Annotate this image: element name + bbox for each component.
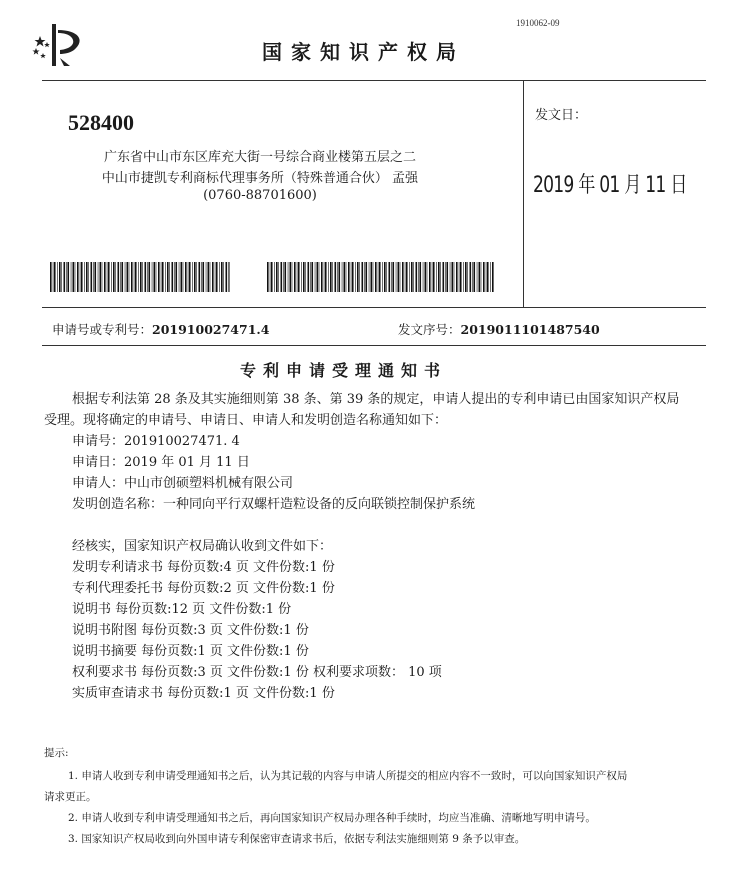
document-item: 说明书附图 每份页数:3 页 文件份数:1 份 — [72, 623, 309, 638]
barcode-bar — [440, 262, 441, 292]
barcode-bar — [161, 262, 162, 292]
barcode-bar — [125, 262, 126, 292]
notice-title: 专利申请受理通知书 — [240, 361, 448, 380]
barcode-bar — [179, 262, 180, 292]
document-item: 专利代理委托书 每份页数:2 页 文件份数:1 份 — [72, 581, 335, 596]
barcode-bar — [409, 262, 410, 292]
barcode-bar — [165, 262, 166, 292]
barcode-bar — [305, 262, 306, 292]
barcode-bar — [185, 262, 187, 292]
barcode-bar — [199, 262, 201, 292]
tip-2: 2. 申请人收到专利申请受理通知书之后，再向国家知识产权局办理各种手续时，均应当准确、清晰地写明申请号。 — [68, 812, 596, 824]
barcode-bar — [371, 262, 373, 292]
cnipa-logo-icon — [30, 22, 92, 68]
barcode-bar — [57, 262, 58, 292]
barcode-bar — [446, 262, 448, 292]
barcode-bar — [174, 262, 175, 292]
barcode-bar — [138, 262, 139, 292]
barcode-bar — [276, 262, 278, 292]
barcode-bar — [216, 262, 218, 292]
barcode-bar — [298, 262, 300, 292]
barcode-bar — [274, 262, 275, 292]
barcode-bar — [108, 262, 110, 292]
barcode-bar — [487, 262, 489, 292]
barcode-bar — [332, 262, 333, 292]
barcode-bar — [425, 262, 427, 292]
barcode-bar — [308, 262, 310, 292]
barcode-bar — [311, 262, 313, 292]
barcode-bar — [67, 262, 69, 292]
barcode-bar — [113, 262, 115, 292]
barcode-bar — [351, 262, 352, 292]
barcode-bar — [486, 262, 487, 292]
barcode-bar — [181, 262, 183, 292]
barcode-bar — [162, 262, 164, 292]
barcode-bar — [477, 262, 478, 292]
barcode-bar — [189, 262, 191, 292]
barcode-bar — [391, 262, 392, 292]
barcode-left — [50, 262, 230, 292]
barcode-bar — [450, 262, 451, 292]
barcode-bar — [301, 262, 302, 292]
barcode-bar — [73, 262, 75, 292]
barcode-bar — [389, 262, 391, 292]
barcode-bar — [219, 262, 220, 292]
barcode-bar — [154, 262, 156, 292]
barcode-bar — [64, 262, 66, 292]
barcode-bar — [223, 262, 224, 292]
received-documents-list — [72, 558, 442, 704]
notice-applicant: 申请人：中山市创硕塑料机械有限公司 — [72, 476, 294, 491]
barcode-bar — [335, 262, 337, 292]
barcode-bar — [194, 262, 196, 292]
app-number-field — [52, 320, 269, 338]
notice-app-date: 申请日：2019 年 01 月 11 日 — [72, 455, 250, 470]
barcode-bar — [355, 262, 356, 292]
barcode-bar — [330, 262, 332, 292]
barcode-bar — [303, 262, 305, 292]
barcode-bar — [463, 262, 464, 292]
notice-invention-title: 发明创造名称：一种同向平行双螺杆造粒设备的反向联锁控制保护系统 — [72, 497, 476, 512]
barcode-bar — [91, 262, 93, 292]
barcode-bar — [382, 262, 383, 292]
barcode-bar — [175, 262, 177, 292]
barcode-bar — [405, 262, 406, 292]
barcode-bar — [317, 262, 319, 292]
barcode-bar — [396, 262, 397, 292]
barcode-bar — [158, 262, 160, 292]
barcode-bar — [212, 262, 214, 292]
barcode-right — [267, 262, 494, 292]
tips-label: 提示: — [44, 747, 69, 759]
barcode-bar — [369, 262, 370, 292]
notice-para1-line1: 根据专利法第 28 条及其实施细则第 38 条、第 39 条的规定，申请人提出的专利申请已由国家知识产权局 — [72, 392, 680, 407]
barcode-bar — [418, 262, 419, 292]
barcode-bar — [346, 262, 347, 292]
barcode-bar — [50, 262, 52, 292]
barcode-bar — [66, 262, 67, 292]
barcode-bar — [290, 262, 292, 292]
barcode-bar — [156, 262, 157, 292]
barcode-bar — [84, 262, 85, 292]
barcode-bar — [373, 262, 374, 292]
barcode-bar — [53, 262, 54, 292]
barcode-bar — [315, 262, 316, 292]
barcode-bar — [215, 262, 216, 292]
recipient-agency: 中山市捷凯专利商标代理事务所（特殊普通合伙） 孟强 — [101, 171, 419, 186]
barcode-bar — [221, 262, 223, 292]
barcode-bar — [325, 262, 327, 292]
barcode-bar — [80, 262, 81, 292]
barcode-bar — [438, 262, 440, 292]
barcode-bar — [210, 262, 211, 292]
barcode-bar — [71, 262, 72, 292]
barcode-bar — [411, 262, 413, 292]
barcode-bar — [77, 262, 79, 292]
form-code: 1910062-09 — [516, 18, 560, 28]
document-item: 说明书 每份页数:12 页 文件份数:1 份 — [72, 602, 292, 617]
barcode-bar — [86, 262, 88, 292]
barcode-bar — [294, 262, 296, 292]
barcode-bar — [88, 262, 89, 292]
barcode-bar — [135, 262, 137, 292]
barcode-bar — [481, 262, 482, 292]
barcode-bar — [406, 262, 408, 292]
barcode-bar — [348, 262, 350, 292]
issue-date: 2019 年 01 月 11 日 — [533, 173, 687, 198]
barcode-bar — [140, 262, 142, 292]
barcode-bar — [183, 262, 184, 292]
barcode-bar — [281, 262, 283, 292]
barcode-bar — [267, 262, 269, 292]
app-number-value: 201910027471.4 — [152, 322, 270, 337]
barcode-bar — [490, 262, 491, 292]
barcode-bar — [104, 262, 106, 292]
barcode-bar — [202, 262, 204, 292]
barcode-bar — [134, 262, 135, 292]
app-number-label: 申请号或专利号： — [52, 322, 153, 337]
postal-code: 528400 — [68, 110, 134, 135]
barcode-bar — [384, 262, 386, 292]
barcode-bar — [206, 262, 207, 292]
barcode-bar — [192, 262, 193, 292]
barcode-bar — [121, 262, 123, 292]
barcode-bar — [429, 262, 431, 292]
barcode-bar — [111, 262, 112, 292]
barcode-bar — [328, 262, 329, 292]
barcode-bar — [59, 262, 61, 292]
barcode-bar — [102, 262, 103, 292]
barcode-bar — [362, 262, 364, 292]
barcode-bar — [427, 262, 428, 292]
barcode-bar — [456, 262, 458, 292]
barcode-bar — [445, 262, 446, 292]
top-divider — [42, 80, 706, 81]
barcode-bar — [93, 262, 94, 292]
barcode-bar — [129, 262, 130, 292]
barcode-bar — [188, 262, 189, 292]
document-item: 发明专利请求书 每份页数:4 页 文件份数:1 份 — [72, 560, 335, 575]
recipient-phone: (0760-88701600) — [203, 188, 317, 203]
barcode-bar — [284, 262, 286, 292]
barcode-bar — [61, 262, 62, 292]
barcode-bar — [152, 262, 153, 292]
mid-divider — [42, 307, 706, 308]
barcode-bar — [131, 262, 133, 292]
barcode-bar — [344, 262, 346, 292]
notice-para1-line2: 受理。现将确定的申请号、申请日、申请人和发明创造名称通知如下： — [44, 413, 448, 428]
barcode-bar — [297, 262, 298, 292]
barcode-bar — [201, 262, 202, 292]
barcode-bar — [398, 262, 400, 292]
received-intro: 经核实，国家知识产权局确认收到文件如下： — [72, 539, 333, 554]
barcode-bar — [321, 262, 323, 292]
barcode-bar — [375, 262, 377, 292]
barcode-bar — [118, 262, 120, 292]
barcode-bar — [226, 262, 228, 292]
barcode-bar — [337, 262, 338, 292]
barcode-bar — [433, 262, 435, 292]
serial-number-field — [398, 320, 600, 338]
barcode-bar — [365, 262, 367, 292]
barcode-bar — [443, 262, 445, 292]
barcode-bar — [120, 262, 121, 292]
tip-3: 3. 国家知识产权局收到向外国申请专利保密审查请求书后，依据专利法实施细则第 9 条予以审查。 — [68, 833, 526, 845]
tip-1-line1: 1. 申请人收到专利申请受理通知书之后，认为其记载的内容与申请人所提交的相应内容不一致时，可以向国家知识产权局 — [68, 770, 628, 782]
notice-app-number: 申请号：201910027471. 4 — [72, 434, 240, 449]
barcode-bar — [470, 262, 472, 292]
barcode-bar — [98, 262, 99, 292]
issue-date-label: 发文日： — [535, 108, 588, 123]
barcode-bar — [148, 262, 150, 292]
barcode-bar — [75, 262, 76, 292]
barcode-bar — [472, 262, 473, 292]
barcode-bar — [292, 262, 293, 292]
barcode-bar — [169, 262, 170, 292]
barcode-bar — [167, 262, 169, 292]
barcode-bar — [107, 262, 108, 292]
barcode-bar — [94, 262, 96, 292]
barcode-bar — [115, 262, 116, 292]
document-item: 实质审查请求书 每份页数:1 页 文件份数:1 份 — [72, 686, 335, 701]
barcode-bar — [459, 262, 460, 292]
barcode-bar — [54, 262, 56, 292]
barcode-bar — [419, 262, 421, 292]
tip-1-line2: 请求更正。 — [44, 791, 97, 803]
barcode-bar — [392, 262, 394, 292]
serial-number-label: 发文序号： — [398, 322, 461, 337]
document-item: 权利要求书 每份页数:3 页 文件份数:1 份 权利要求项数： 10 项 — [72, 665, 442, 680]
barcode-bar — [413, 262, 414, 292]
barcode-bar — [386, 262, 387, 292]
vertical-divider — [523, 80, 524, 308]
barcode-bar — [288, 262, 289, 292]
barcode-bar — [100, 262, 102, 292]
barcode-bar — [270, 262, 271, 292]
barcode-bar — [352, 262, 354, 292]
barcode-bar — [436, 262, 437, 292]
barcode-bar — [338, 262, 340, 292]
barcode-bar — [467, 262, 468, 292]
barcode-bar — [145, 262, 147, 292]
barcode-bar — [147, 262, 148, 292]
barcode-bar — [402, 262, 404, 292]
barcode-bar — [378, 262, 379, 292]
barcode-bar — [283, 262, 284, 292]
office-title: 国家知识产权局 — [262, 40, 465, 64]
numbers-divider — [42, 345, 706, 346]
barcode-bar — [196, 262, 197, 292]
document-item: 说明书摘要 每份页数:1 页 文件份数:1 份 — [72, 644, 309, 659]
barcode-bar — [379, 262, 381, 292]
barcode-bar — [357, 262, 359, 292]
barcode-bar — [479, 262, 481, 292]
barcode-bar — [229, 262, 230, 292]
barcode-bar — [454, 262, 455, 292]
barcode-bar — [452, 262, 454, 292]
barcode-bar — [400, 262, 401, 292]
barcode-bar — [127, 262, 129, 292]
barcode-bar — [423, 262, 424, 292]
barcode-bar — [416, 262, 418, 292]
barcode-bar — [142, 262, 143, 292]
barcode-bar — [310, 262, 311, 292]
barcode-bar — [172, 262, 174, 292]
barcode-bar — [473, 262, 475, 292]
barcode-bar — [271, 262, 273, 292]
barcode-bar — [492, 262, 494, 292]
barcode-bar — [319, 262, 320, 292]
barcode-bar — [228, 262, 229, 292]
barcode-bar — [465, 262, 467, 292]
barcode-bar — [324, 262, 325, 292]
barcode-bar — [81, 262, 83, 292]
barcode-bar — [208, 262, 210, 292]
barcode-bar — [483, 262, 485, 292]
barcode-bar — [460, 262, 462, 292]
barcode-bar — [432, 262, 433, 292]
recipient-address: 广东省中山市东区库充大街一号综合商业楼第五层之二 — [103, 150, 416, 165]
barcode-bar — [359, 262, 360, 292]
serial-number-value: 2019011101487540 — [460, 322, 600, 337]
barcode-bar — [364, 262, 365, 292]
barcode-bar — [278, 262, 279, 292]
barcode-bar — [342, 262, 343, 292]
